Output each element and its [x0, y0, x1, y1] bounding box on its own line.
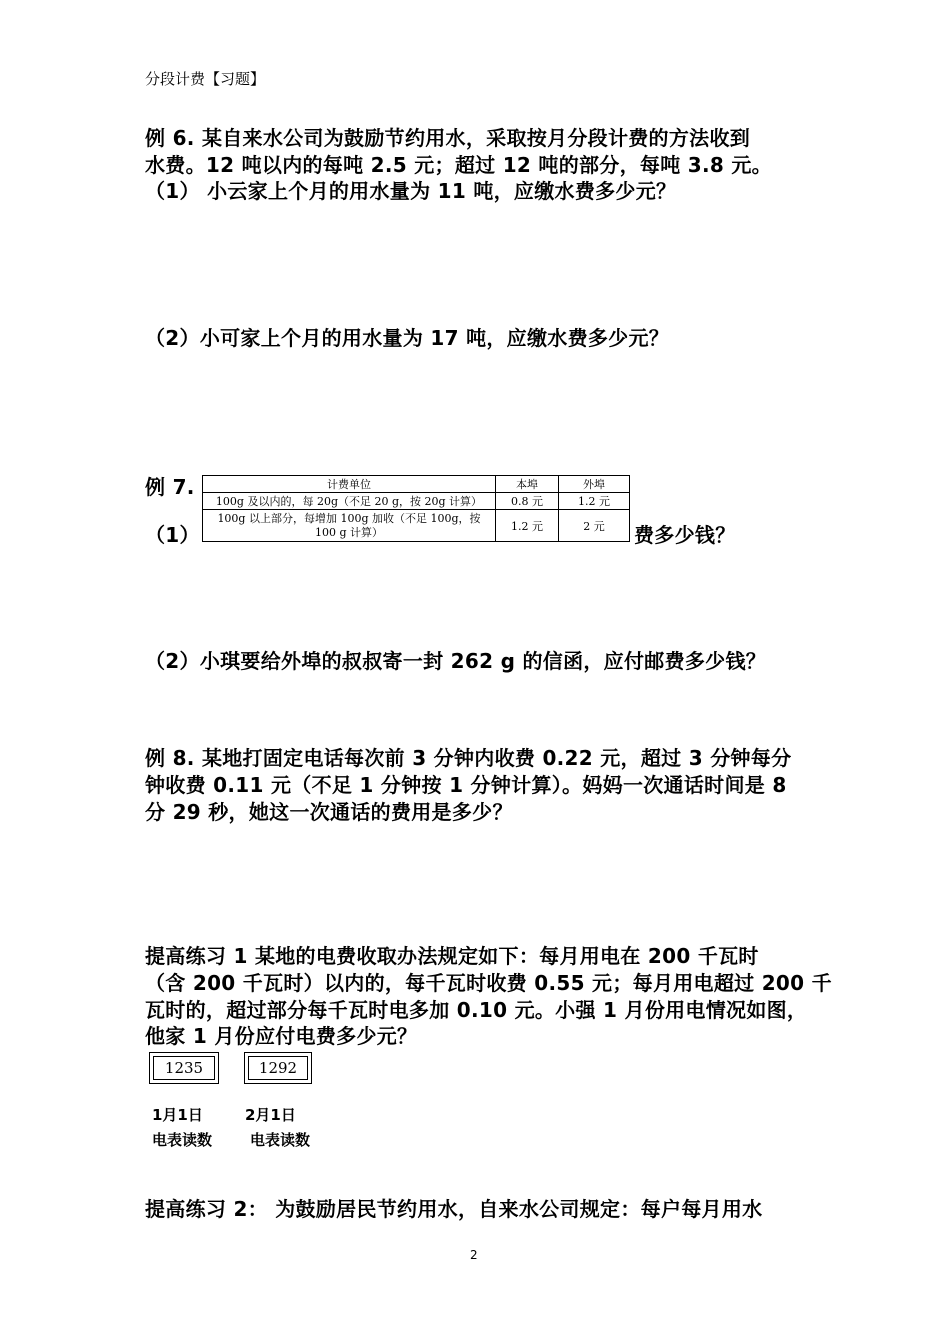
table-header-cell: 本埠 [496, 476, 559, 493]
meter-caption-1: 电表读数 [152, 1131, 213, 1149]
page-number: 2 [470, 1248, 478, 1262]
meter-value-1: 1235 [153, 1056, 215, 1080]
table-header-row [203, 476, 630, 493]
table-cell: 1.2 元 [496, 510, 559, 542]
example8-line3: 分 29 秒，她这一次通话的费用是多少？ [145, 800, 513, 824]
meter-date-2: 2月1日 [245, 1106, 296, 1124]
example7-q1-suffix: 费多少钱？ [634, 523, 736, 547]
example6-question1: （1） 小云家上个月的用水量为 11 吨，应缴水费多少元？ [145, 179, 677, 203]
page-header: 分段计费【习题】 [145, 70, 266, 88]
example8-line2: 钟收费 0.11 元（不足 1 分钟按 1 分钟计算）。妈妈一次通话时间是 8 [145, 773, 787, 797]
table-cell: 1.2 元 [559, 493, 630, 510]
example7-label: 例 7. [145, 475, 195, 499]
meter-value-2: 1292 [248, 1056, 308, 1080]
meter-reading-box-1 [149, 1052, 219, 1084]
example8-line1: 例 8. 某地打固定电话每次前 3 分钟内收费 0.22 元，超过 3 分钟每分 [145, 746, 792, 770]
table-cell: 2 元 [559, 510, 630, 542]
practice1-line2: （含 200 千瓦时）以内的，每千瓦时收费 0.55 元；每月用电超过 200 千 [145, 971, 832, 995]
table-cell: 100g 及以内的，每 20g（不足 20 g，按 20g 计算） [203, 493, 496, 510]
example6-line2: 水费。12 吨以内的每吨 2.5 元；超过 12 吨的部分，每吨 3.8 元。 [145, 153, 772, 177]
practice2-line1: 提高练习 2： 为鼓励居民节约用水，自来水公司规定：每户每月用水 [145, 1197, 763, 1221]
example6-line1: 例 6. 某自来水公司为鼓励节约用水，采取按月分段计费的方法收到 [145, 126, 751, 150]
table-cell: 0.8 元 [496, 493, 559, 510]
practice1-line1: 提高练习 1 某地的电费收取办法规定如下：每月用电在 200 千瓦时 [145, 944, 759, 968]
practice1-line4: 他家 1 月份应付电费多少元？ [145, 1024, 418, 1048]
postage-table [202, 475, 630, 542]
table-cell: 100g 以上部分，每增加 100g 加收（不足 100g，按 100 g 计算） [203, 510, 496, 542]
table-row [203, 510, 630, 542]
table-header-cell: 外埠 [559, 476, 630, 493]
table-header-cell: 计费单位 [203, 476, 496, 493]
meter-date-1: 1月1日 [152, 1106, 203, 1124]
meter-reading-box-2 [244, 1052, 312, 1084]
practice1-line3: 瓦时的，超过部分每千瓦时电多加 0.10 元。小强 1 月份用电情况如图， [145, 998, 808, 1022]
table-row [203, 493, 630, 510]
example7-q1-prefix: （1） [145, 523, 200, 547]
example6-question2: （2）小可家上个月的用水量为 17 吨，应缴水费多少元？ [145, 326, 670, 350]
meter-caption-2: 电表读数 [250, 1131, 311, 1149]
example7-question2: （2）小琪要给外埠的叔叔寄一封 262 g 的信函，应付邮费多少钱？ [145, 649, 767, 673]
